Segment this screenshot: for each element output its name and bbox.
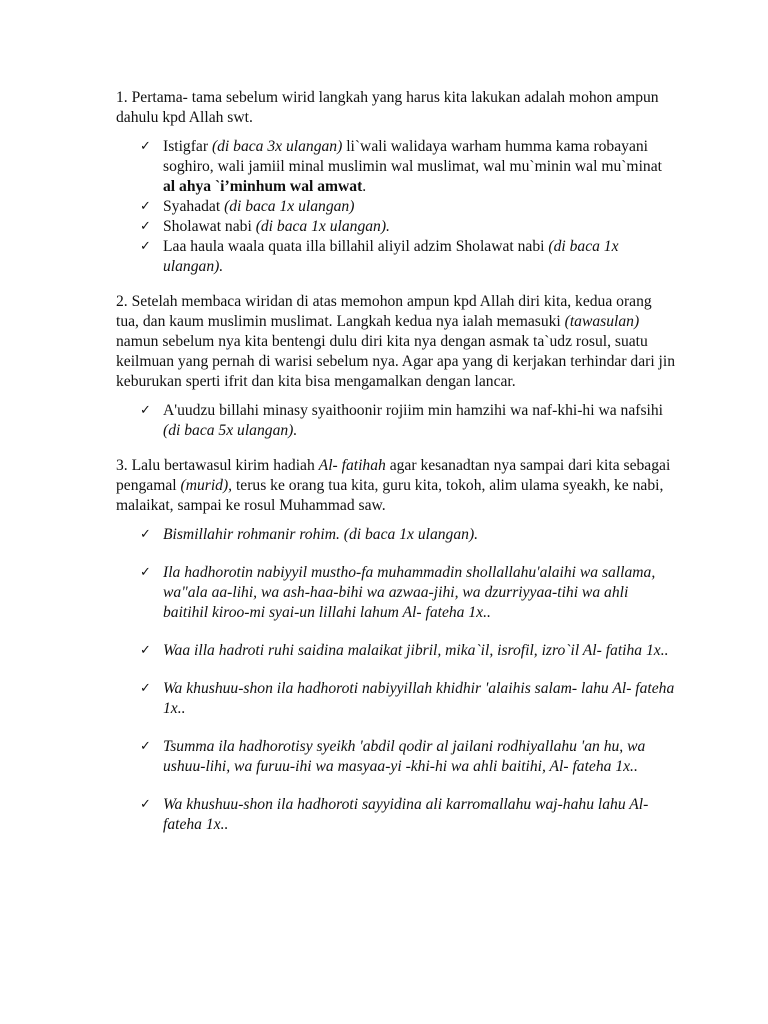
item-text: Istigfar — [163, 138, 212, 155]
item-text-bold: al ahya `i’minhum wal amwat — [163, 178, 363, 195]
checkmark-icon: ✓ — [140, 739, 151, 754]
section-2-checklist — [116, 401, 676, 441]
intro-text: terus ke orang tua kita, guru kita, tokoh, alim ulama syeakh, ke nabi, malaikat, sampai ke rosul Muhammad saw. — [116, 477, 664, 514]
section-1-intro: 1. Pertama- tama sebelum wirid langkah yang harus kita lakukan adalah mohon ampun dahulu kpd Allah swt. — [116, 89, 659, 126]
section-3-intro — [116, 456, 676, 516]
item-text: li`wali walidaya warham humma kama robayani soghiro, wali jamiil minal muslimin wal muslimat, wal mu`minin wal mu`minat — [163, 138, 662, 175]
item-text-italic: (di baca 5x ulangan). — [163, 422, 298, 439]
item-text: Sholawat nabi — [163, 218, 256, 235]
list-item — [116, 237, 676, 277]
item-text: Bismillahir rohmanir rohim. (di baca 1x ulangan). — [163, 526, 479, 543]
section-3-checklist — [116, 525, 676, 835]
item-text-italic: (di baca 1x ulangan) — [224, 198, 355, 215]
item-text-italic: (di baca 1x ulangan). — [163, 238, 619, 275]
checkmark-icon: ✓ — [140, 219, 151, 234]
intro-text: 2. Setelah membaca wiridan di atas memohon ampun kpd Allah diri kita, kedua orang tua, dan kaum muslimin muslimat. Langkah kedua nya ialah memasuki — [116, 293, 652, 330]
intro-text: 3. Lalu bertawasul kirim hadiah — [116, 457, 319, 474]
checkmark-icon: ✓ — [140, 681, 151, 696]
document-page — [116, 88, 676, 835]
checkmark-icon: ✓ — [140, 797, 151, 812]
list-item — [116, 217, 676, 237]
checkmark-icon: ✓ — [140, 403, 151, 418]
section-1-checklist — [116, 137, 676, 277]
list-item — [116, 795, 676, 835]
list-item — [116, 401, 676, 441]
intro-text: agar kesanadtan nya sampai dari kita sebagai pengamal — [116, 457, 671, 494]
checkmark-icon: ✓ — [140, 527, 151, 542]
checkmark-icon: ✓ — [140, 139, 151, 154]
checkmark-icon: ✓ — [140, 565, 151, 580]
item-text: . — [362, 178, 367, 195]
checkmark-icon: ✓ — [140, 643, 151, 658]
item-text-italic: (di baca 1x ulangan). — [255, 218, 390, 235]
item-text-italic: (di baca 3x ulangan) — [211, 138, 343, 155]
intro-text: namun sebelum nya kita bentengi dulu diri kita nya dengan asmak ta`udz rosul, suatu keilmuan yang pernah di warisi sebelum nya. Agar apa yang di kerjakan terhindar dari jin keburukan sperti ifrit dan kita bisa mengamalkan dengan lancar. — [116, 333, 676, 390]
list-item — [116, 197, 676, 217]
item-text: A'uudzu billahi minasy syaithoonir rojiim min hamzihi wa naf-khi-hi wa nafsihi — [163, 402, 663, 419]
list-item — [116, 525, 676, 545]
checkmark-icon: ✓ — [140, 199, 151, 214]
intro-text-italic: (tawasulan) — [564, 313, 640, 330]
list-item — [116, 737, 676, 777]
section-2-intro — [116, 292, 676, 392]
intro-text-italic: Al- fatihah — [318, 457, 386, 474]
item-text: Ila hadhorotin nabiyyil mustho-fa muhammadin shollallahu'alaihi wa sallama, wa"ala aa-lihi, wa ash-haa-bihi wa azwaa-jihi, wa dzurriyyaa-tihi wa ahli baitihil kiroo-mi syai-un lillahi lahum Al- fateha 1x.. — [163, 564, 656, 621]
list-item — [116, 679, 676, 719]
item-text: Wa khushuu-shon ila hadhoroti sayyidina ali karromallahu waj-hahu lahu Al- fateha 1x.. — [163, 796, 649, 833]
item-text: Tsumma ila hadhorotisy syeikh 'abdil qodir al jailani rodhiyallahu 'an hu, wa ushuu-lihi, wa furuu-ihi wa masyaa-yi -khi-hi wa ahli baitihi, Al- fateha 1x.. — [163, 738, 646, 775]
item-text: Wa khushuu-shon ila hadhoroti nabiyyillah khidhir 'alaihis salam- lahu Al- fateha 1x.. — [163, 680, 675, 717]
item-text: Waa illa hadroti ruhi saidina malaikat jibril, mika`il, isrofil, izro`il Al- fatiha 1x.. — [163, 642, 669, 659]
item-text: Syahadat — [163, 198, 225, 215]
list-item — [116, 563, 676, 623]
item-text: Laa haula waala quata illa billahil aliyil adzim Sholawat nabi — [163, 238, 549, 255]
list-item — [116, 641, 676, 661]
intro-text-italic: (murid), — [180, 477, 233, 494]
checkmark-icon: ✓ — [140, 239, 151, 254]
list-item — [116, 137, 676, 197]
